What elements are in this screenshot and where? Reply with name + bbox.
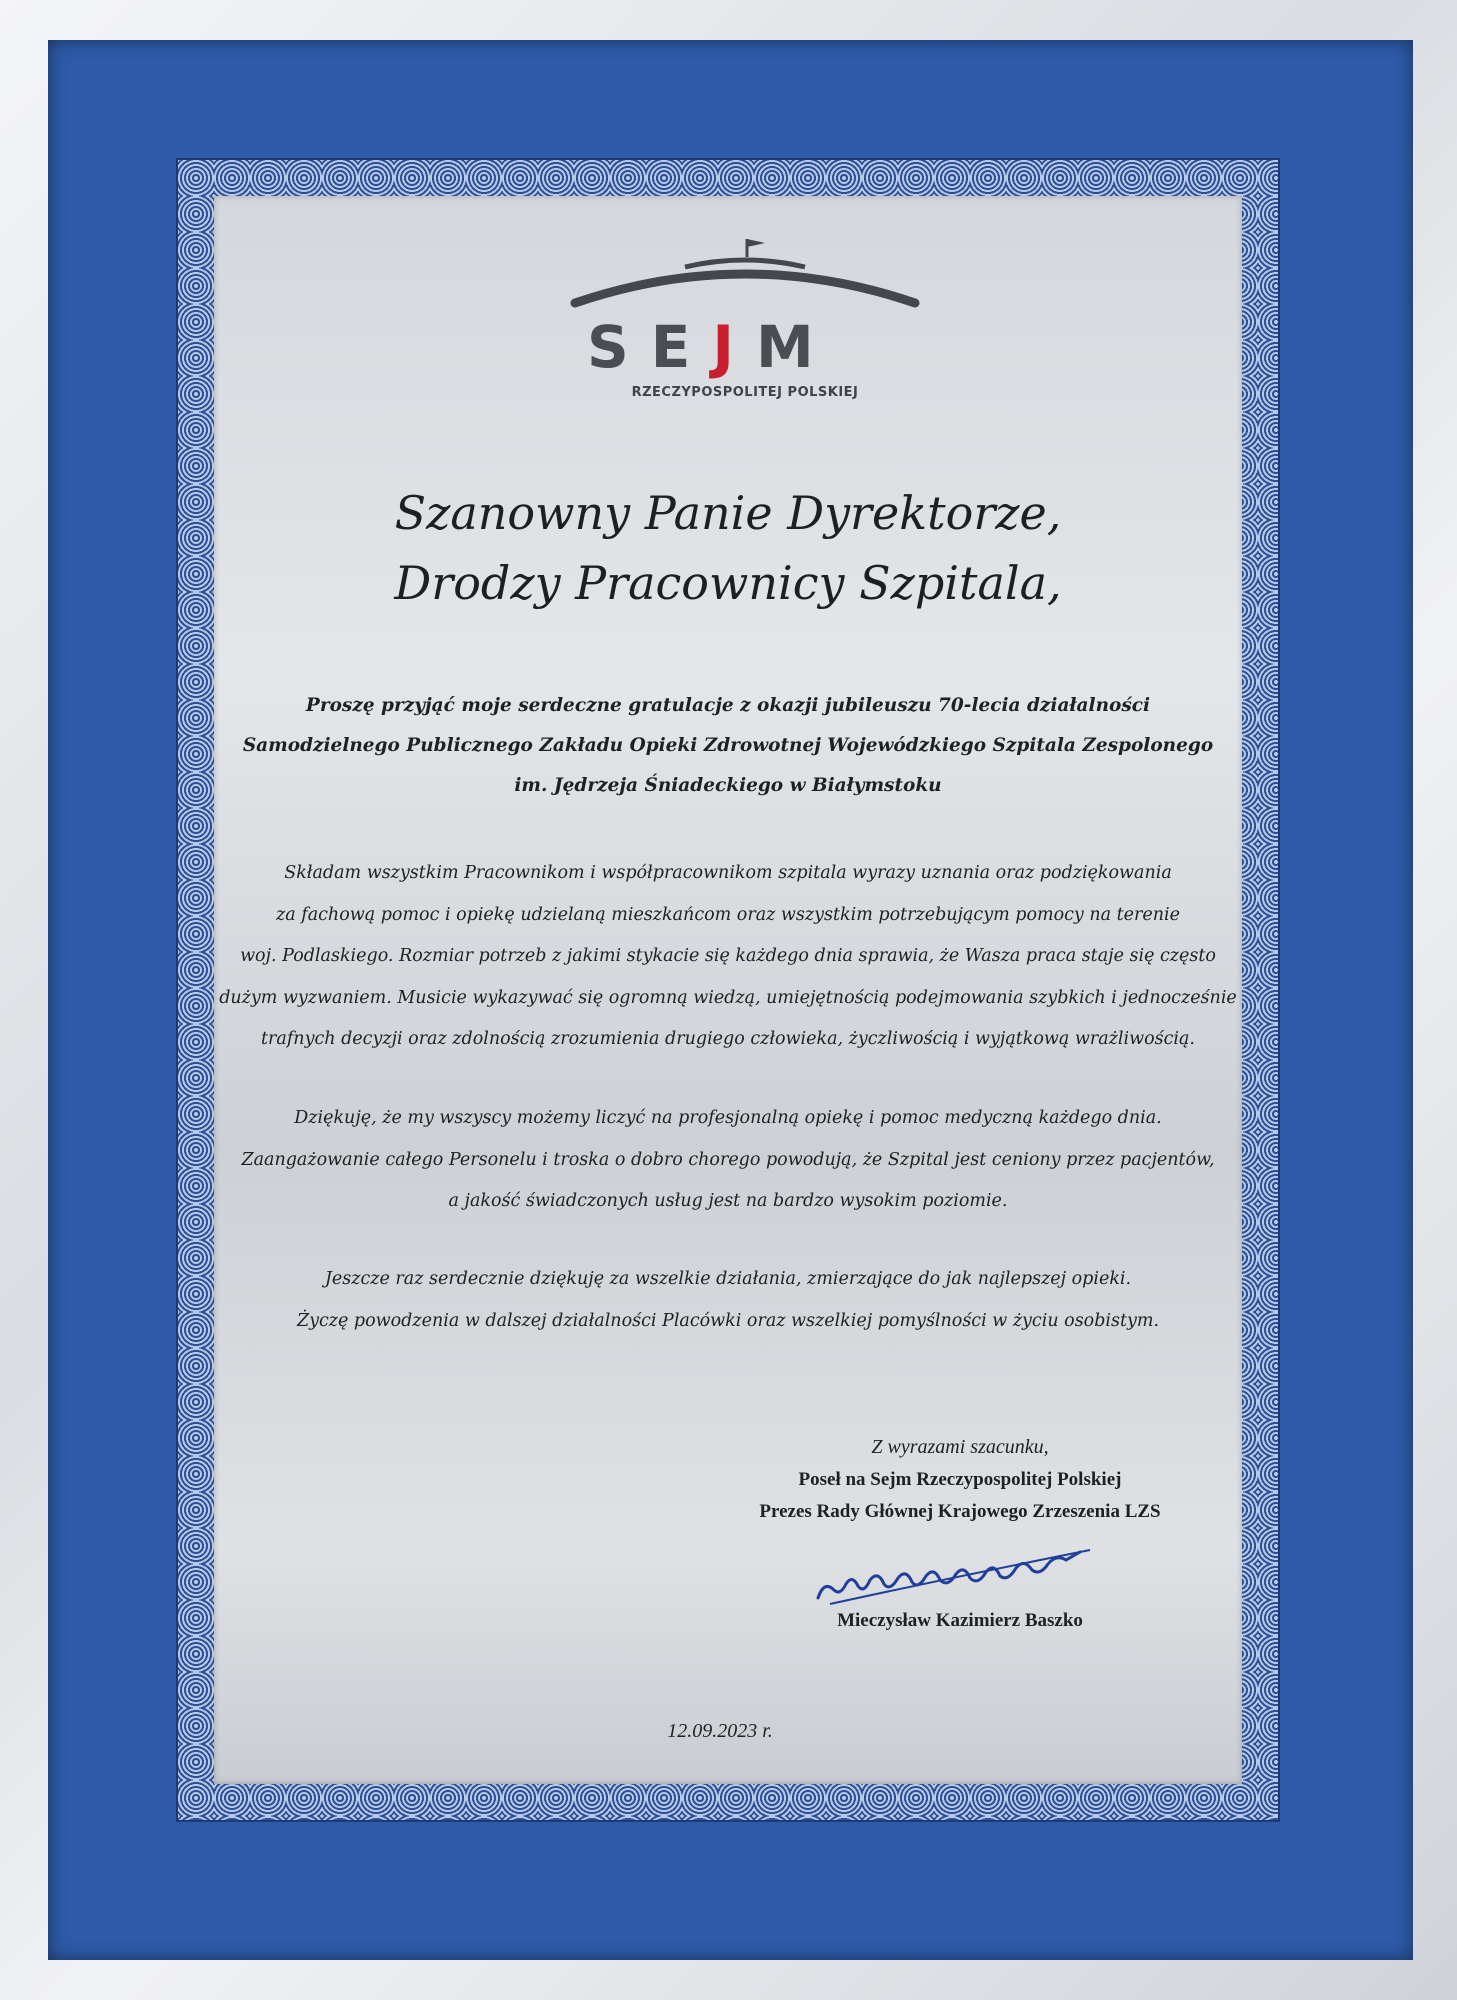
logo-wordmark: SEJM [587,313,836,381]
text-line: im. Jędrzeja Śniadeckiego w Białymstoku [514,775,942,796]
salutation [214,478,1242,618]
document-date: 12.09.2023 r. [667,1720,773,1742]
text-line: dużym wyzwaniem. Musicie wykazywać się ogromną wiedzą, umiejętnością podejmowania szybkich i jednocześnie [219,987,1237,1008]
sejm-logo [565,235,925,405]
text-line: Życzę powodzenia w dalszej działalności Placówki oraz wszelkiej pomyślności w życiu osobistym. [296,1310,1160,1331]
text-line: Składam wszystkim Pracownikom i współpracownikom szpitala wyrazy uznania oraz podziękowania [284,863,1172,883]
paragraph-gratitude [214,1098,1242,1223]
closing-block [700,1430,1220,1528]
paragraph-thanks [214,853,1242,1061]
text-line: Proszę przyjąć moje serdeczne gratulacje z okazji jubileuszu 70-lecia działalności [305,695,1151,716]
signer-role: Poseł na Sejm Rzeczypospolitej Polskiej [798,1469,1122,1490]
text-line: Jeszcze raz serdecznie dziękuję za wszelkie działania, zmierzające do jak najlepszej opieki. [324,1269,1132,1289]
salutation-line: Szanowny Panie Dyrektorze, [394,486,1062,540]
text-line: Dziękuję, że my wszyscy możemy liczyć na profesjonalną opiekę i pomoc medyczną każdego dnia. [294,1108,1162,1128]
salutation-line: Drodzy Pracownicy Szpitala, [394,556,1062,610]
text-line: Samodzielnego Publicznego Zakładu Opieki Zdrowotnej Wojewódzkiego Szpitala Zespolonego [242,735,1214,756]
text-line: trafnych decyzji oraz zdolnością zrozumienia drugiego człowieka, życzliwością i wyjątkową wrażliwością. [261,1029,1195,1049]
closing-regards: Z wyrazami szacunku, [871,1436,1049,1458]
text-line: woj. Podlaskiego. Rozmiar potrzeb z jakimi stykacie się każdego dnia sprawia, że Wasza praca staje się często [240,946,1216,966]
handwritten-signature [810,1530,1100,1610]
lead-paragraph [214,686,1242,806]
text-line: Zaangażowanie całego Personelu i troska o dobro chorego powodują, że Szpital jest ceniony przez pacjentów, [241,1149,1215,1170]
signer-name: Mieczysław Kazimierz Baszko [837,1610,1083,1631]
paragraph-wishes [214,1259,1242,1342]
logo-subtitle: RZECZYPOSPOLITEJ POLSKIEJ [631,385,859,400]
text-line: za fachową pomoc i opiekę udzielaną mieszkańcom oraz wszystkim potrzebującym pomocy na terenie [276,904,1180,925]
text-line: a jakość świadczonych usług jest na bardzo wysokim poziomie. [448,1191,1008,1211]
signer-role: Prezes Rady Głównej Krajowego Zrzeszenia LZS [759,1501,1161,1522]
